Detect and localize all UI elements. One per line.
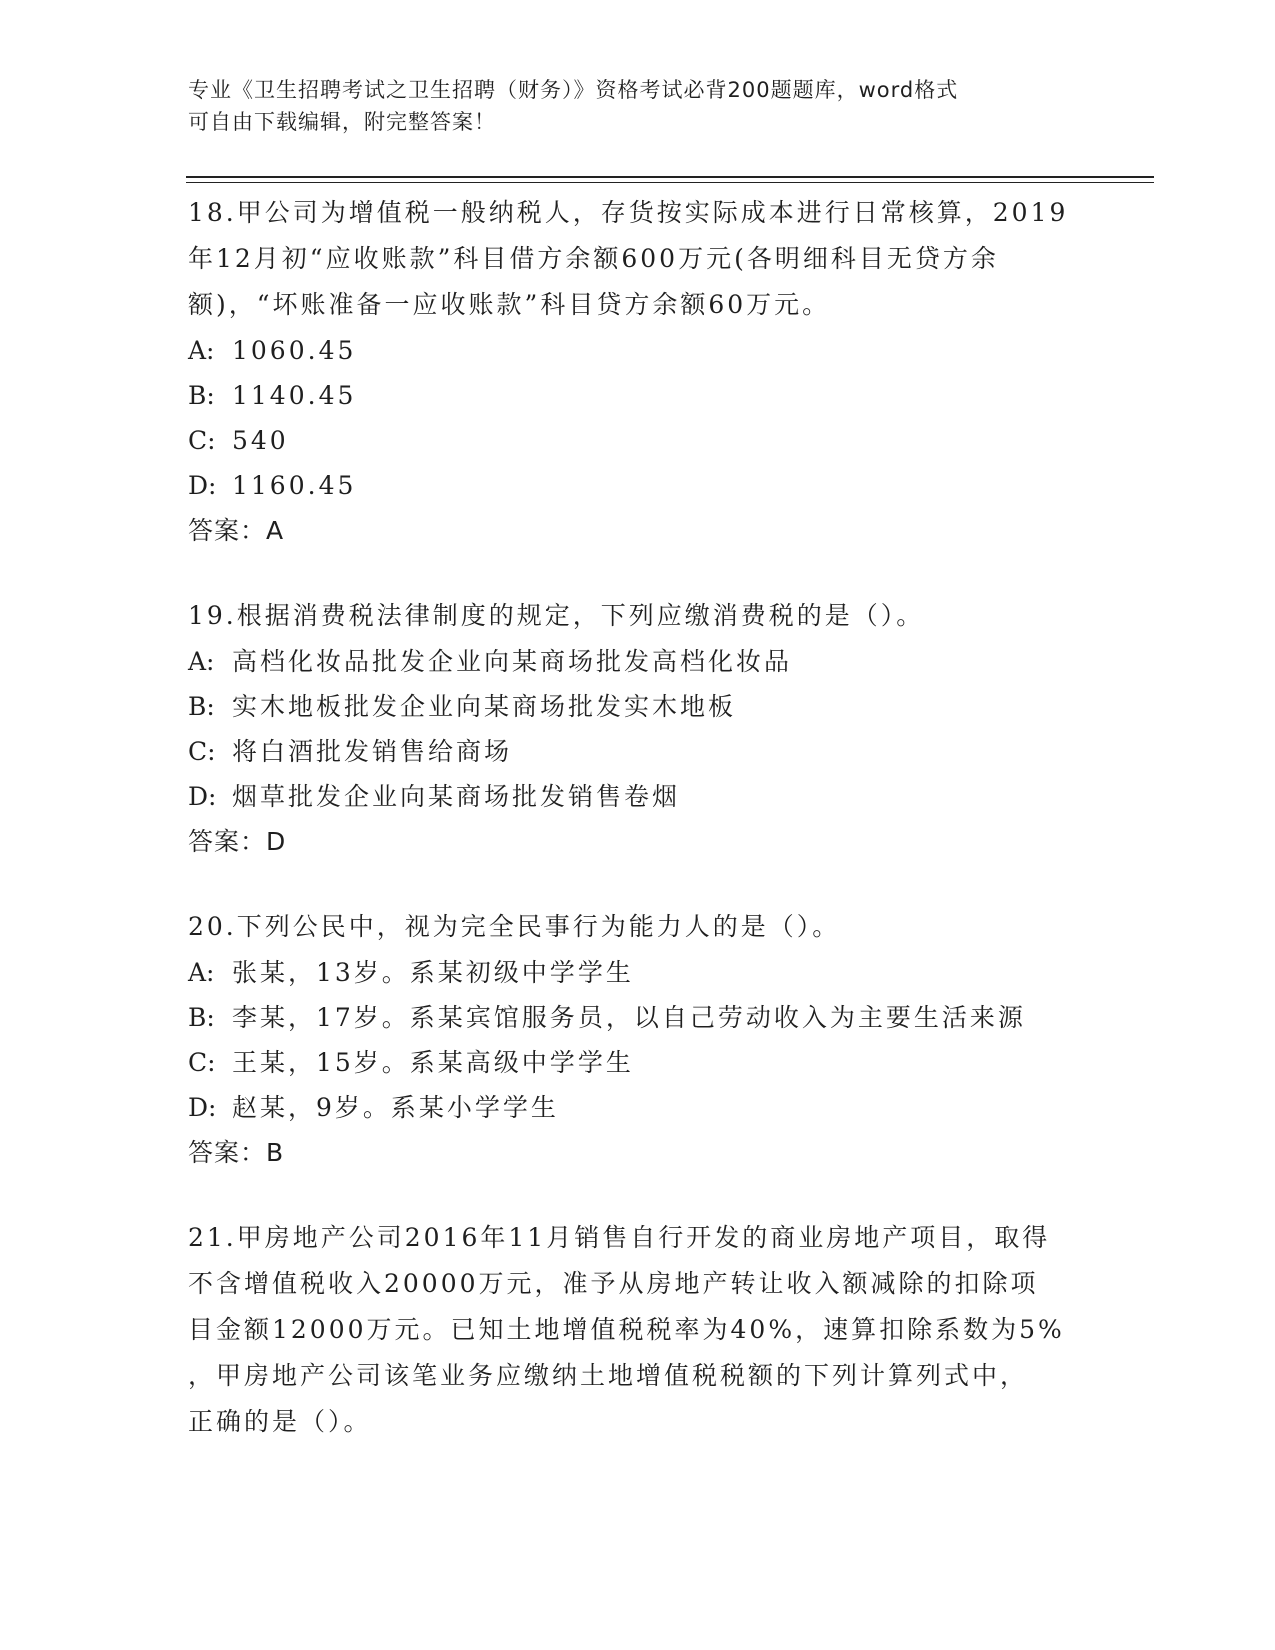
question-spacer (188, 553, 1088, 593)
option-text: 1140.45 (232, 381, 357, 410)
question-stem-line: 不含增值税收入20000万元，准予从房地产转让收入额减除的扣除项 (188, 1269, 1039, 1298)
option-text: 1160.45 (232, 471, 357, 500)
option-text: 1060.45 (232, 336, 357, 365)
option-a (188, 639, 1088, 684)
question-spacer (188, 1175, 1088, 1215)
question-20 (188, 904, 1088, 1175)
option-text: 张某，13岁。系某初级中学学生 (232, 958, 634, 987)
option-key: B: (188, 1003, 215, 1032)
option-key: A: (188, 647, 215, 676)
option-key: C: (188, 1048, 216, 1077)
question-stem-line: 目金额12000万元。已知土地增值税税率为40%，速算扣除系数为5% (188, 1315, 1065, 1344)
option-key: C: (188, 737, 216, 766)
question-stem-line: 18.甲公司为增值税一般纳税人，存货按实际成本进行日常核算，2019 (188, 198, 1069, 227)
question-stem-line: 额)，“坏账准备一应收账款”科目贷方余额60万元。 (188, 290, 831, 319)
option-text: 烟草批发企业向某商场批发销售卷烟 (232, 782, 681, 811)
option-text: 李某，17岁。系某宾馆服务员，以自己劳动收入为主要生活来源 (232, 1003, 1026, 1032)
option-a (188, 950, 1088, 995)
question-18 (188, 190, 1088, 553)
option-text: 高档化妆品批发企业向某商场批发高档化妆品 (232, 647, 793, 676)
option-key: D: (188, 1093, 217, 1122)
option-text: 王某，15岁。系某高级中学学生 (232, 1048, 634, 1077)
option-text: 540 (232, 426, 289, 455)
header-line-1: 专业《卫生招聘考试之卫生招聘（财务）》资格考试必背200题题库，word格式 (188, 78, 959, 102)
option-key: B: (188, 692, 215, 721)
option-d (188, 1085, 1088, 1130)
option-b (188, 684, 1088, 729)
option-text: 实木地板批发企业向某商场批发实木地板 (232, 692, 737, 721)
header-divider-thick (186, 176, 1154, 178)
header-divider-thin (186, 182, 1154, 183)
question-stem-line: 19.根据消费税法律制度的规定，下列应缴消费税的是（）。 (188, 601, 925, 630)
option-key: D: (188, 782, 217, 811)
option-text: 将白酒批发销售给商场 (232, 737, 513, 766)
question-stem-line: 21.甲房地产公司2016年11月销售自行开发的商业房地产项目，取得 (188, 1223, 1051, 1252)
option-key: B: (188, 381, 215, 410)
answer-line: 答案：B (188, 1138, 285, 1167)
option-c (188, 1040, 1088, 1085)
option-text: 赵某，9岁。系某小学学生 (232, 1093, 559, 1122)
question-spacer (188, 864, 1088, 904)
option-key: A: (188, 336, 215, 365)
option-b (188, 373, 1088, 418)
question-21 (188, 1215, 1088, 1445)
option-c (188, 729, 1088, 774)
header-line-2: 可自由下载编辑，附完整答案！ (188, 110, 496, 134)
option-c (188, 418, 1088, 463)
question-stem-line: 正确的是（）。 (188, 1407, 372, 1436)
question-19 (188, 593, 1088, 864)
answer-line: 答案：A (188, 516, 285, 545)
document-header (188, 74, 1068, 138)
option-d (188, 463, 1088, 508)
option-key: D: (188, 471, 217, 500)
question-list (188, 190, 1088, 1445)
answer-line: 答案：D (188, 827, 287, 856)
option-key: A: (188, 958, 215, 987)
option-key: C: (188, 426, 216, 455)
question-stem-line: 年12月初“应收账款”科目借方余额600万元(各明细科目无贷方余 (188, 244, 999, 273)
question-stem-line: 20.下列公民中，视为完全民事行为能力人的是（）。 (188, 912, 841, 941)
question-stem-line: ，甲房地产公司该笔业务应缴纳土地增值税税额的下列计算列式中， (188, 1361, 1029, 1390)
option-b (188, 995, 1088, 1040)
option-a (188, 328, 1088, 373)
option-d (188, 774, 1088, 819)
